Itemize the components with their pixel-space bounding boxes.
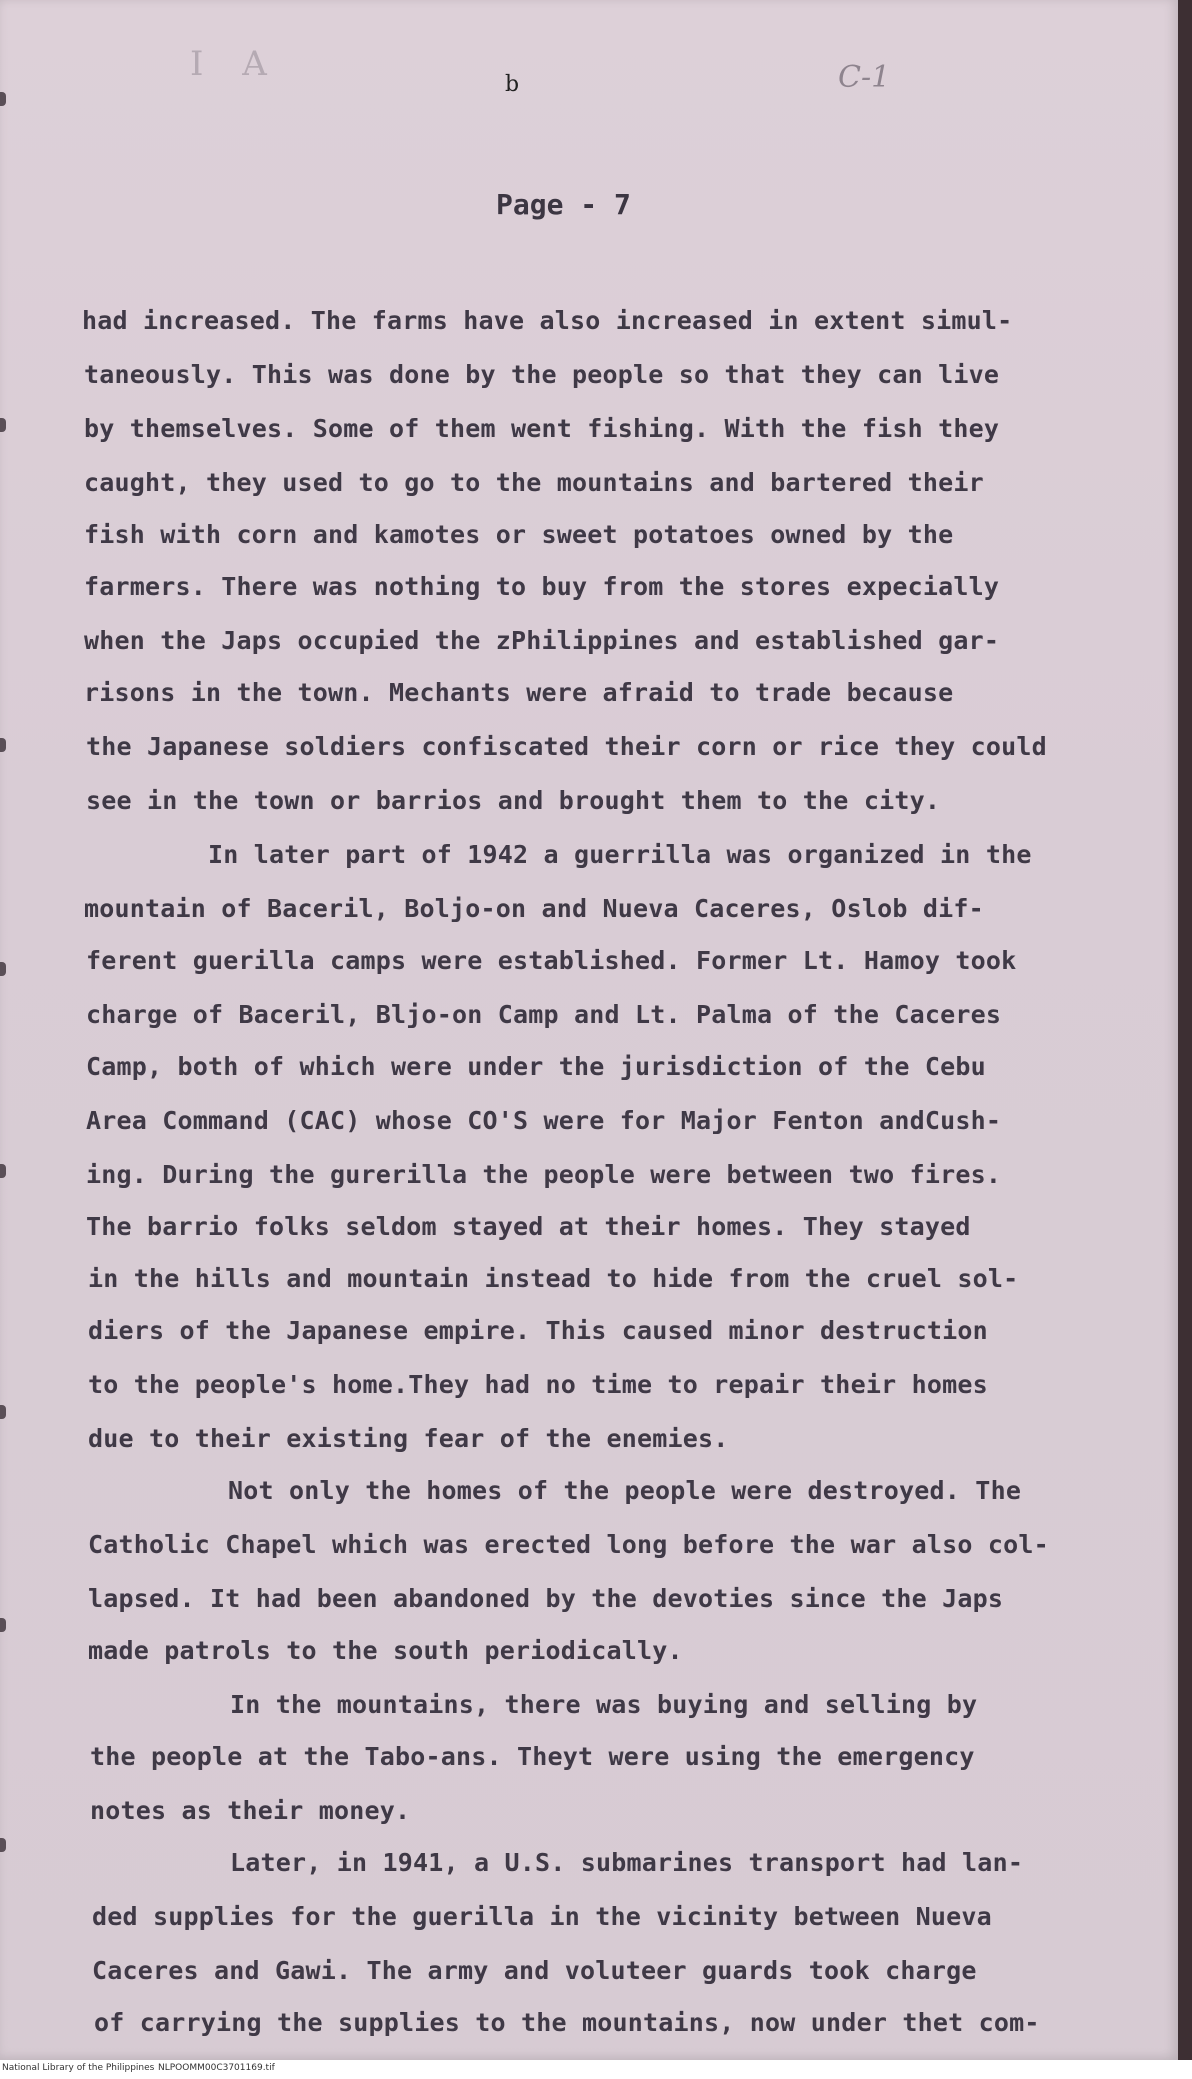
text-line: when the Japs occupied the zPhilippines and established gar- [84,626,1000,655]
text-line: made patrols to the south periodically. [88,1636,683,1665]
text-line: Not only the homes of the people were destroyed. The [228,1476,1022,1505]
text-line: Area Command (CAC) whose CO'S were for Major Fenton andCush- [86,1106,1002,1135]
binding-hole [0,1618,6,1632]
binding-hole [0,1405,6,1419]
text-line: the Japanese soldiers confiscated their corn or rice they could [86,732,1047,761]
text-line: see in the town or barrios and brought them to the city. [86,786,941,815]
text-line: Camp, both of which were under the jurisdiction of the Cebu [86,1052,986,1081]
text-line: farmers. There was nothing to buy from the stores expecially [84,572,1000,601]
text-line: caught, they used to go to the mountains and bartered their [84,468,984,497]
text-line: diers of the Japanese empire. This caused minor destruction [88,1316,988,1345]
text-line: had increased. The farms have also increased in extent simul- [82,306,1013,335]
text-line: lapsed. It had been abandoned by the devoties since the Japs [88,1584,1004,1613]
scan-footer [0,2060,1192,2079]
text-line: notes as their money. [90,1796,411,1825]
text-line: ferent guerilla camps were established. Former Lt. Hamoy took [86,946,1017,975]
text-line: In the mountains, there was buying and selling by [230,1690,978,1719]
text-line: in the hills and mountain instead to hide from the cruel sol- [88,1264,1019,1293]
footer-file-id: NLPOOMM00C3701169.tif [158,2063,275,2073]
text-line: mountain of Baceril, Boljo-on and Nueva Caceres, Oslob dif- [84,894,984,923]
ink-mark-top-center: b [505,72,520,97]
text-line: fish with corn and kamotes or sweet potatoes owned by the [84,520,954,549]
text-line: charge of Baceril, Bljo-on Camp and Lt. Palma of the Caceres [86,1000,1002,1029]
page-number-heading: Page - 7 [496,188,631,221]
handwritten-mark-top-right: C-1 [838,60,891,95]
binding-hole [0,418,6,432]
text-line: by themselves. Some of them went fishing. With the fish they [84,414,1000,443]
text-line: The barrio folks seldom stayed at their homes. They stayed [86,1212,971,1241]
text-line: taneously. This was done by the people so that they can live [84,360,1000,389]
text-line: risons in the town. Mechants were afraid to trade because [84,678,954,707]
text-line: to the people's home.They had no time to repair their homes [88,1370,988,1399]
footer-library-name: National Library of the Philippines [2,2063,155,2073]
text-line: ing. During the gurerilla the people were between two fires. [86,1160,1002,1189]
binding-hole [0,1838,6,1852]
binding-hole [0,738,6,752]
faded-mark-top-left: I A [190,44,281,84]
text-line: Catholic Chapel which was erected long before the war also col- [88,1530,1049,1559]
text-line: Later, in 1941, a U.S. submarines transport had lan- [230,1848,1024,1877]
text-line: of carrying the supplies to the mountains, now under thet com- [94,2008,1040,2037]
binding-hole [0,92,6,106]
binding-hole [0,1164,6,1178]
text-line: In later part of 1942 a guerrilla was organized in the [208,840,1032,869]
text-line: ded supplies for the guerilla in the vicinity between Nueva [92,1902,992,1931]
binding-hole [0,962,6,976]
text-line: due to their existing fear of the enemies. [88,1424,729,1453]
text-line: Caceres and Gawi. The army and voluteer guards took charge [92,1956,977,1985]
text-line: the people at the Tabo-ans. Theyt were using the emergency [90,1742,975,1771]
book-edge [1178,0,1192,2079]
